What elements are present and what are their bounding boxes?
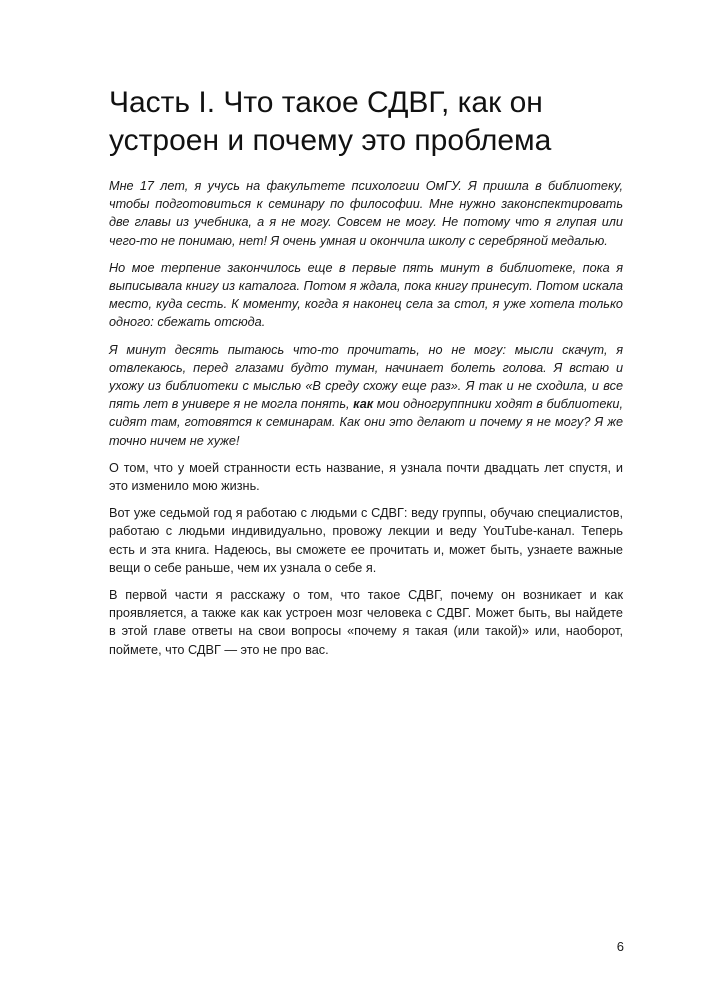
paragraph-3-text-before: Я минут десять пытаюсь что-то прочитать, но не могу: мысли скачут, я отвлекаюсь, перед глазами будто туман, начинает болеть голова. Я встаю и ухожу из библиотеки с мыслью «В среду схожу еще раз». Я так и не сходила, и все пять лет в универе я не могла понять, bbox=[109, 342, 623, 412]
chapter-heading: Часть I. Что такое СДВГ, как он устроен и почему это проблема bbox=[109, 86, 552, 157]
paragraph-1: Мне 17 лет, я учусь на факультете психологии ОмГУ. Я пришла в библиотеку, чтобы подготовиться к семинару по философии. Мне нужно законспектировать две главы из учебника, а я не могу. Совсем не могу. Не потому что я глупая или чего-то не понимаю, нет! Я очень умная и окончила школу с серебряной медалью. bbox=[109, 179, 623, 248]
paragraph-3-text-after: мои одногруппники ходят в библиотеки, сидят там, готовятся к семинарам. Как они это делают и почему я не могу? Я же точно ничем не хуже! bbox=[109, 397, 623, 448]
paragraph-4: О том, что у моей странности есть название, я узнала почти двадцать лет спустя, и это изменило мою жизнь. bbox=[109, 460, 623, 494]
body-text bbox=[109, 177, 623, 668]
paragraph-6: В первой части я расскажу о том, что такое СДВГ, почему он возникает и как проявляется, а также как как устроен мозг человека с СДВГ. Может быть, вы найдете в этой главе ответы на свои вопросы «почему я такая (или такой)» или, наоборот, поймете, что СДВГ — это не про вас. bbox=[109, 588, 623, 657]
paragraph-3-bold-word: как bbox=[353, 397, 374, 412]
paragraph-3 bbox=[109, 341, 623, 450]
paragraph-5: Вот уже седьмой год я работаю с людьми с СДВГ: веду группы, обучаю специалистов, работаю с людьми индивидуально, провожу лекции и веду YouTube-канал. Теперь есть и эта книга. Надеюсь, вы сможете ее прочитать и, может быть, узнаете важные вещи о себе раньше, чем их узнала о себе я. bbox=[109, 506, 623, 575]
paragraph-2: Но мое терпение закончилось еще в первые пять минут в библиотеке, пока я выписывала книгу из каталога. Потом я ждала, пока книгу принесут. Потом искала место, куда сесть. К моменту, когда я наконец села за стол, я уже хотела только одного: сбежать отсюда. bbox=[109, 260, 623, 330]
page-number: 6 bbox=[616, 939, 624, 954]
